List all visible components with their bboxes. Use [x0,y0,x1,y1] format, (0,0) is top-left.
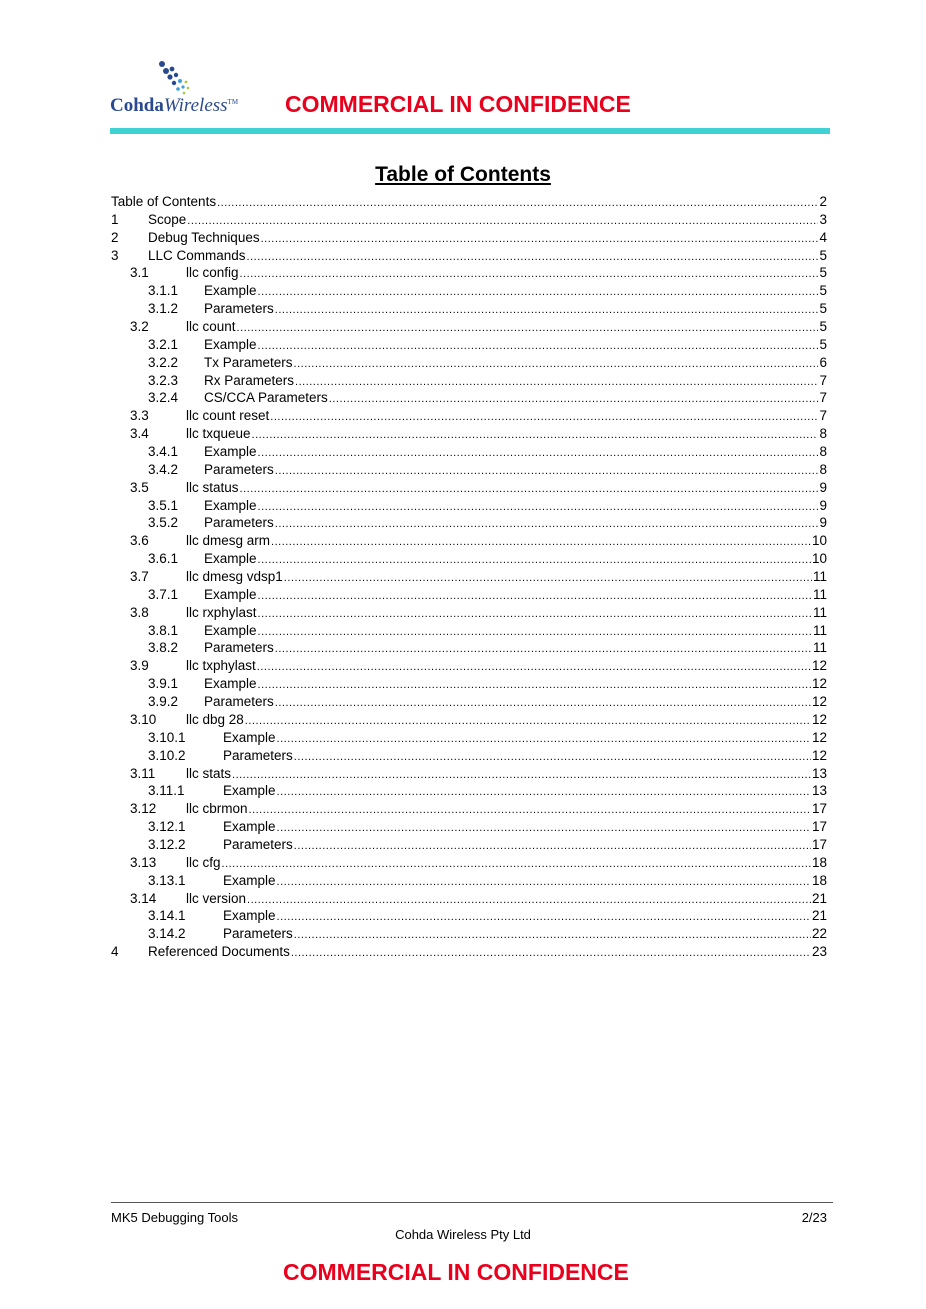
toc-leader-dots [294,927,811,945]
toc-entry-page[interactable]: 7 [819,408,827,424]
toc-entry[interactable] [111,354,827,372]
toc-entry-label[interactable]: llc dmesg vdsp1 [186,569,283,585]
toc-entry-number: 3.4 [130,426,149,442]
toc-leader-dots [237,320,819,338]
toc-entry-label[interactable]: llc count [186,319,236,335]
toc-leader-dots [247,249,819,267]
toc-leader-dots [284,570,812,588]
toc-entry-label[interactable]: Referenced Documents [148,944,290,960]
toc-entry[interactable] [111,193,827,211]
toc-entry-page[interactable]: 7 [819,390,827,406]
toc-entry[interactable] [111,497,827,515]
toc-entry[interactable] [111,693,827,711]
toc-entry-label[interactable]: llc config [186,265,239,281]
toc-entry-page[interactable]: 23 [811,944,827,960]
toc-leader-dots [295,374,818,392]
toc-entry[interactable] [111,407,827,425]
toc-entry-number: 3.13 [130,854,157,870]
toc-entry-label[interactable]: Parameters [223,836,293,852]
toc-entry-number: 3.2.2 [148,354,179,370]
toc-leader-dots [258,677,811,695]
toc-entry-page[interactable]: 3 [819,211,827,227]
toc-leader-dots [291,945,811,963]
toc-entry-number: 3.2.4 [148,390,179,406]
toc-entry[interactable] [111,800,827,818]
toc-entry-label[interactable]: llc txqueue [186,426,251,442]
toc-leader-dots [240,266,819,284]
toc-entry-number: 3.4.2 [148,461,179,477]
toc-leader-dots [258,588,812,606]
toc-entry[interactable] [111,818,827,836]
toc-leader-dots [277,820,811,838]
toc-leader-dots [275,516,819,534]
toc-leader-dots [277,874,811,892]
toc-entry-label[interactable]: Parameters [223,926,293,942]
toc-leader-dots [252,427,819,445]
toc-entry-number: 3.14.1 [148,908,186,924]
toc-entry-page[interactable]: 17 [811,836,827,852]
toc-leader-dots [294,749,811,767]
toc-entry-page[interactable]: 9 [819,497,827,513]
toc-leader-dots [245,713,811,731]
toc-entry-label[interactable]: llc rxphylast [186,604,257,620]
toc-entry-page[interactable]: 13 [811,765,827,781]
toc-entry-label[interactable]: Example [204,551,257,567]
toc-entry-label[interactable]: Rx Parameters [204,372,295,388]
company-logo [110,60,240,118]
toc-entry-label[interactable]: llc stats [186,765,232,781]
toc-entry-number: 3.10.2 [148,747,186,763]
toc-entry[interactable] [111,765,827,783]
toc-entry-number: 3.2.3 [148,372,179,388]
toc-entry-number: 3.5.2 [148,515,179,531]
toc-entry-number: 3.12.1 [148,819,186,835]
toc-entry-label[interactable]: CS/CCA Parameters [204,390,328,406]
toc-entry-number: 2 [111,229,119,245]
toc-title: Table of Contents [375,163,551,186]
toc-entry-page[interactable]: 5 [819,283,827,299]
toc-leader-dots [258,284,819,302]
toc-entry-number: 3.13.1 [148,872,186,888]
toc-entry[interactable] [111,925,827,943]
confidentiality-banner-bottom: COMMERCIAL IN CONFIDENCE [283,1259,629,1285]
toc-leader-dots [294,356,819,374]
toc-entry[interactable] [111,586,827,604]
toc-entry-page[interactable]: 21 [811,908,827,924]
toc-entry-page[interactable]: 18 [811,872,827,888]
toc-entry-label[interactable]: Example [223,729,276,745]
toc-entry-label[interactable]: Example [204,622,257,638]
toc-leader-dots [247,892,811,910]
toc-entry-label[interactable]: Example [204,497,257,513]
toc-leader-dots [240,481,819,499]
footer-document-title: MK5 Debugging Tools [111,1210,238,1225]
toc-entry-page[interactable]: 8 [819,461,827,477]
toc-entry-number: 3.5.1 [148,497,179,513]
toc-leader-dots [249,802,811,820]
toc-leader-dots [258,624,812,642]
toc-entry[interactable] [111,282,827,300]
toc-entry[interactable] [111,836,827,854]
toc-entry-page[interactable]: 9 [819,515,827,531]
toc-entry-page[interactable]: 5 [819,319,827,335]
toc-entry[interactable] [111,300,827,318]
toc-entry[interactable] [111,532,827,550]
footer-company: Cohda Wireless Pty Ltd [395,1227,531,1242]
toc-entry-page[interactable]: 12 [811,711,827,727]
toc-leader-dots [277,784,811,802]
toc-entry[interactable] [111,425,827,443]
toc-entry-label[interactable]: Example [223,908,276,924]
toc-entry-number: 1 [111,211,119,227]
confidentiality-banner-top: COMMERCIAL IN CONFIDENCE [285,91,631,117]
toc-entry-page[interactable]: 21 [811,890,827,906]
toc-entry-page[interactable]: 7 [819,372,827,388]
toc-entry-label[interactable]: llc status [186,479,239,495]
toc-entry-page[interactable]: 22 [811,926,827,942]
toc-leader-dots [232,767,811,785]
toc-entry[interactable] [111,318,827,336]
toc-entry-page[interactable]: 12 [811,729,827,745]
toc-entry[interactable] [111,872,827,890]
toc-entry-number: 3.14 [130,890,157,906]
toc-entry-number: 3.8 [130,604,149,620]
logo-dots-icon [156,60,192,96]
toc-entry-label[interactable]: llc dmesg arm [186,533,271,549]
toc-entry[interactable] [111,943,827,961]
toc-entry-label[interactable]: Parameters [204,461,274,477]
toc-entry-number: 3.3 [130,408,149,424]
toc-entry-number: 3.11 [130,765,156,781]
toc-entry-page[interactable]: 6 [819,354,827,370]
toc-leader-dots [261,231,819,249]
toc-leader-dots [294,838,811,856]
toc-entry-number: 3.2.1 [148,336,179,352]
toc-entry[interactable] [111,550,827,568]
toc-leader-dots [275,302,819,320]
footer-page-indicator: 2/23 [801,1210,827,1225]
toc-entry-page[interactable]: 5 [819,301,827,317]
toc-leader-dots [277,731,811,749]
toc-entry-number: 3.2 [130,319,149,335]
toc-entry[interactable] [111,854,827,872]
toc-entry[interactable] [111,479,827,497]
toc-entry-number: 3 [111,247,119,263]
toc-entry-number: 3.10.1 [148,729,186,745]
toc-entry-label[interactable]: LLC Commands [148,247,246,263]
toc-entry-label[interactable]: Example [204,336,257,352]
toc-entry-number: 3.1 [130,265,149,281]
toc-entry-number: 3.1.1 [148,283,179,299]
toc-entry[interactable] [111,782,827,800]
toc-entry-number: 3.8.1 [148,622,179,638]
toc-leader-dots [275,463,819,481]
toc-entry-label[interactable]: Parameters [204,515,274,531]
toc-entry-page[interactable]: 9 [819,479,827,495]
toc-entry[interactable] [111,336,827,354]
toc-entry-page[interactable]: 10 [811,533,827,549]
toc-entry-page[interactable]: 11 [812,640,827,656]
toc-entry-page[interactable]: 17 [811,801,827,817]
toc-entry-page[interactable]: 11 [812,622,827,638]
toc-entry-page[interactable]: 8 [819,444,827,460]
toc-entry-number: 3.1.2 [148,301,179,317]
toc-entry-number: 3.12.2 [148,836,186,852]
toc-entry[interactable] [111,747,827,765]
toc-leader-dots [217,195,818,213]
toc-entry-label[interactable]: Parameters [204,301,274,317]
toc-leader-dots [277,909,811,927]
toc-leader-dots [275,641,812,659]
toc-entry-page[interactable]: 17 [811,819,827,835]
toc-entry-number: 3.6 [130,533,149,549]
toc-entry-label[interactable]: Example [204,586,257,602]
toc-entry-label[interactable]: Parameters [223,747,293,763]
toc-entry-page[interactable]: 2 [819,194,827,209]
toc-entry[interactable] [111,729,827,747]
toc-entry-label[interactable]: llc cbrmon [186,801,248,817]
toc-entry-number: 3.8.2 [148,640,179,656]
toc-entry[interactable] [111,657,827,675]
toc-entry-number: 3.11.1 [148,783,185,799]
toc-entry-label[interactable]: Example [204,676,257,692]
toc-entry[interactable] [111,247,827,265]
toc-entry-number: 3.5 [130,479,149,495]
toc-entry-number: 3.7.1 [148,586,179,602]
toc-entry[interactable] [111,443,827,461]
toc-entry[interactable] [111,229,827,247]
toc-leader-dots [258,445,819,463]
toc-entry-number: 3.9.1 [148,676,179,692]
toc-entry-number: 3.14.2 [148,926,186,942]
toc-entry-page[interactable]: 12 [811,747,827,763]
toc-entry-page[interactable]: 11 [812,586,827,602]
toc-entry-label[interactable]: Table of Contents [111,194,217,209]
toc-entry-page[interactable]: 5 [819,247,827,263]
toc-leader-dots [258,338,819,356]
toc-entry[interactable] [111,639,827,657]
toc-leader-dots [222,856,811,874]
toc-leader-dots [257,659,811,677]
toc-entry-number: 4 [111,944,119,960]
toc-entry-number: 3.10 [130,711,157,727]
toc-leader-dots [329,391,819,409]
toc-entry-label[interactable]: Parameters [204,640,274,656]
toc-leader-dots [275,695,811,713]
toc-entry-page[interactable]: 12 [811,658,827,674]
toc-entry-label[interactable]: Parameters [204,694,274,710]
table-of-contents [111,193,827,961]
toc-entry-label[interactable]: Example [223,872,276,888]
toc-entry[interactable] [111,711,827,729]
toc-entry-label[interactable]: Debug Techniques [148,229,260,245]
logo-wordmark: CohdaWireless™ [110,95,239,116]
toc-entry[interactable] [111,622,827,640]
toc-entry-label[interactable]: Example [223,783,276,799]
toc-entry-label[interactable]: llc cfg [186,854,221,870]
toc-entry[interactable] [111,461,827,479]
toc-entry-number: 3.6.1 [148,551,179,567]
toc-entry-page[interactable]: 5 [819,336,827,352]
toc-entry-label[interactable]: llc dbg 28 [186,711,244,727]
toc-entry-page[interactable]: 11 [812,569,827,585]
toc-entry-page[interactable]: 4 [819,229,827,245]
toc-entry[interactable] [111,514,827,532]
header-divider [110,128,830,134]
toc-entry[interactable] [111,211,827,229]
toc-leader-dots [258,606,812,624]
toc-entry-number: 3.9 [130,658,149,674]
toc-entry-number: 3.12 [130,801,157,817]
toc-entry-page[interactable]: 13 [811,783,827,799]
toc-entry-page[interactable]: 11 [812,604,827,620]
toc-leader-dots [270,409,818,427]
toc-entry-label[interactable]: Example [204,444,257,460]
toc-entry-page[interactable]: 10 [811,551,827,567]
footer-divider [111,1202,833,1203]
toc-leader-dots [271,534,811,552]
toc-entry[interactable] [111,675,827,693]
toc-leader-dots [258,552,811,570]
toc-entry[interactable] [111,604,827,622]
toc-leader-dots [187,213,818,231]
toc-entry[interactable] [111,568,827,586]
toc-entry-page[interactable]: 5 [819,265,827,281]
toc-entry-label[interactable]: llc txphylast [186,658,256,674]
toc-entry-label[interactable]: llc version [186,890,247,906]
toc-entry-label[interactable]: llc count reset [186,408,270,424]
toc-entry-label[interactable]: Tx Parameters [204,354,293,370]
toc-entry-page[interactable]: 8 [819,426,827,442]
toc-entry-label[interactable]: Example [204,283,257,299]
toc-entry[interactable] [111,372,827,390]
toc-entry[interactable] [111,907,827,925]
toc-entry-page[interactable]: 12 [811,694,827,710]
toc-entry-label[interactable]: Scope [148,211,187,227]
toc-entry[interactable] [111,389,827,407]
toc-entry-number: 3.9.2 [148,694,179,710]
toc-entry-page[interactable]: 18 [811,854,827,870]
toc-entry-label[interactable]: Example [223,819,276,835]
toc-leader-dots [258,499,819,517]
toc-entry-page[interactable]: 12 [811,676,827,692]
toc-entry[interactable] [111,264,827,282]
toc-entry[interactable] [111,890,827,908]
toc-entry-number: 3.4.1 [148,444,179,460]
toc-entry-number: 3.7 [130,569,149,585]
